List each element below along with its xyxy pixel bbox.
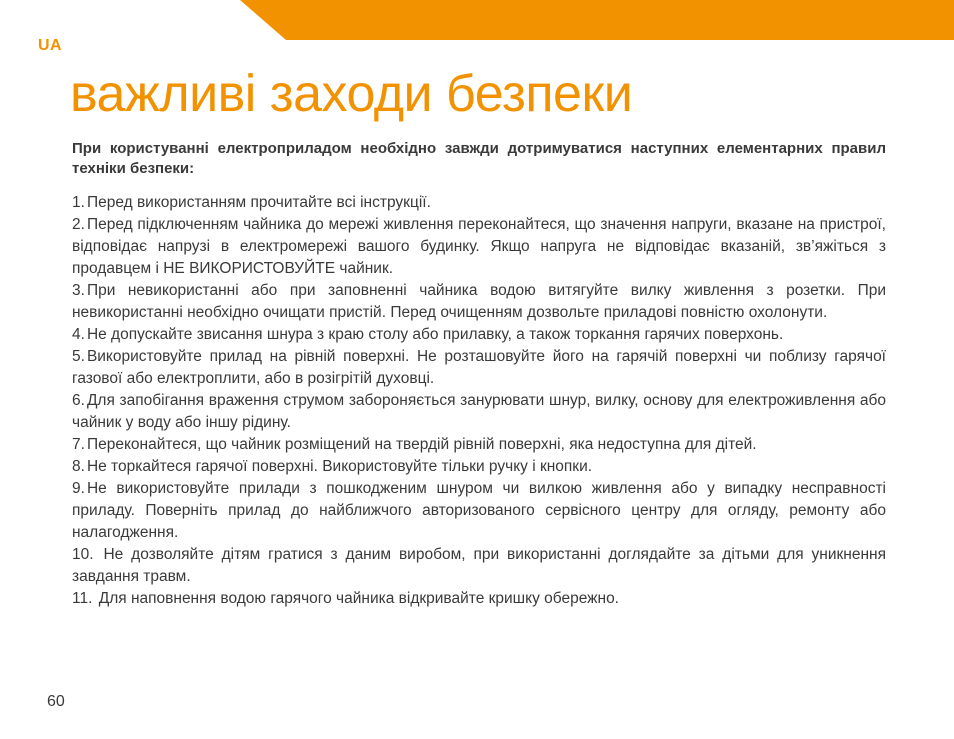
rule-item <box>72 214 886 280</box>
rule-item <box>72 346 886 390</box>
header-accent-bar <box>240 0 954 40</box>
rule-item <box>72 456 886 478</box>
rule-text: Перед підключенням чайника до мережі живлення переконайтеся, що значення напруги, вказане на пристрої, відповідає напрузі в електромережі вашого будинку. Якщо напруга не відповідає вказаній, зв’яжіться з продавцем і НЕ ВИКОРИСТОВУЙТЕ чайник. <box>72 216 886 277</box>
rule-text: Переконайтеся, що чайник розміщений на твердій рівній поверхні, яка недоступна для дітей. <box>86 436 757 453</box>
rule-item <box>72 434 886 456</box>
rule-number: 1. <box>72 194 85 211</box>
intro-paragraph: При користуванні електроприладом необхідно завжди дотримуватися наступних елементарних правил техніки безпеки: <box>72 140 886 177</box>
rule-item <box>72 192 886 214</box>
rule-number: 11. <box>72 590 93 607</box>
main-content <box>72 139 886 610</box>
rule-text: Не використовуйте прилади з пошкодженим шнуром чи вилкою живлення або у випадку несправності приладу. Поверніть прилад до найближчого авторизованого сервісного центру для огляду, ремонту або налагодження. <box>72 480 886 541</box>
rule-item <box>72 478 886 544</box>
rule-number: 5. <box>72 348 85 365</box>
rule-item <box>72 390 886 434</box>
rule-number: 8. <box>72 458 85 475</box>
rule-number: 4. <box>72 326 85 343</box>
rule-item <box>72 588 886 610</box>
rule-number: 6. <box>72 392 85 409</box>
rule-text: Для наповнення водою гарячого чайника відкривайте кришку обережно. <box>94 590 619 607</box>
rule-item <box>72 544 886 588</box>
rule-text: Перед використанням прочитайте всі інструкції. <box>86 194 431 211</box>
page-number: 60 <box>47 693 65 710</box>
rule-text: Не допускайте звисання шнура з краю столу або прилавку, а також торкання гарячих поверхонь. <box>86 326 784 343</box>
rule-text: Не дозволяйте дітям гратися з даним виробом, при використанні доглядайте за дітьми для уникнення завдання травм. <box>72 546 886 585</box>
rule-text: Для запобігання враження струмом забороняється занурювати шнур, вилку, основу для електроживлення або чайник у воду або іншу рідину. <box>72 392 886 431</box>
rule-number: 3. <box>72 282 85 299</box>
rule-item <box>72 324 886 346</box>
rule-text: Використовуйте прилад на рівній поверхні. Не розташовуйте його на гарячій поверхні чи поблизу гарячої газової або електроплити, або в розігрітій духовці. <box>72 348 886 387</box>
rule-text: При невикористанні або при заповненні чайника водою витягуйте вилку живлення з розетки. При невикористанні необхідно очищати пристій. Перед очищенням дозвольте приладові повністю охолонути. <box>72 282 886 321</box>
page-title: важливі заходи безпеки <box>70 65 633 123</box>
rule-text: Не торкайтеся гарячої поверхні. Використовуйте тільки ручку і кнопки. <box>86 458 593 475</box>
rule-number: 10. <box>72 546 94 563</box>
rule-number: 2. <box>72 216 85 233</box>
safety-rules-list <box>72 192 886 610</box>
language-code: UA <box>38 37 63 54</box>
rule-item <box>72 280 886 324</box>
rule-number: 7. <box>72 436 85 453</box>
rule-number: 9. <box>72 480 85 497</box>
